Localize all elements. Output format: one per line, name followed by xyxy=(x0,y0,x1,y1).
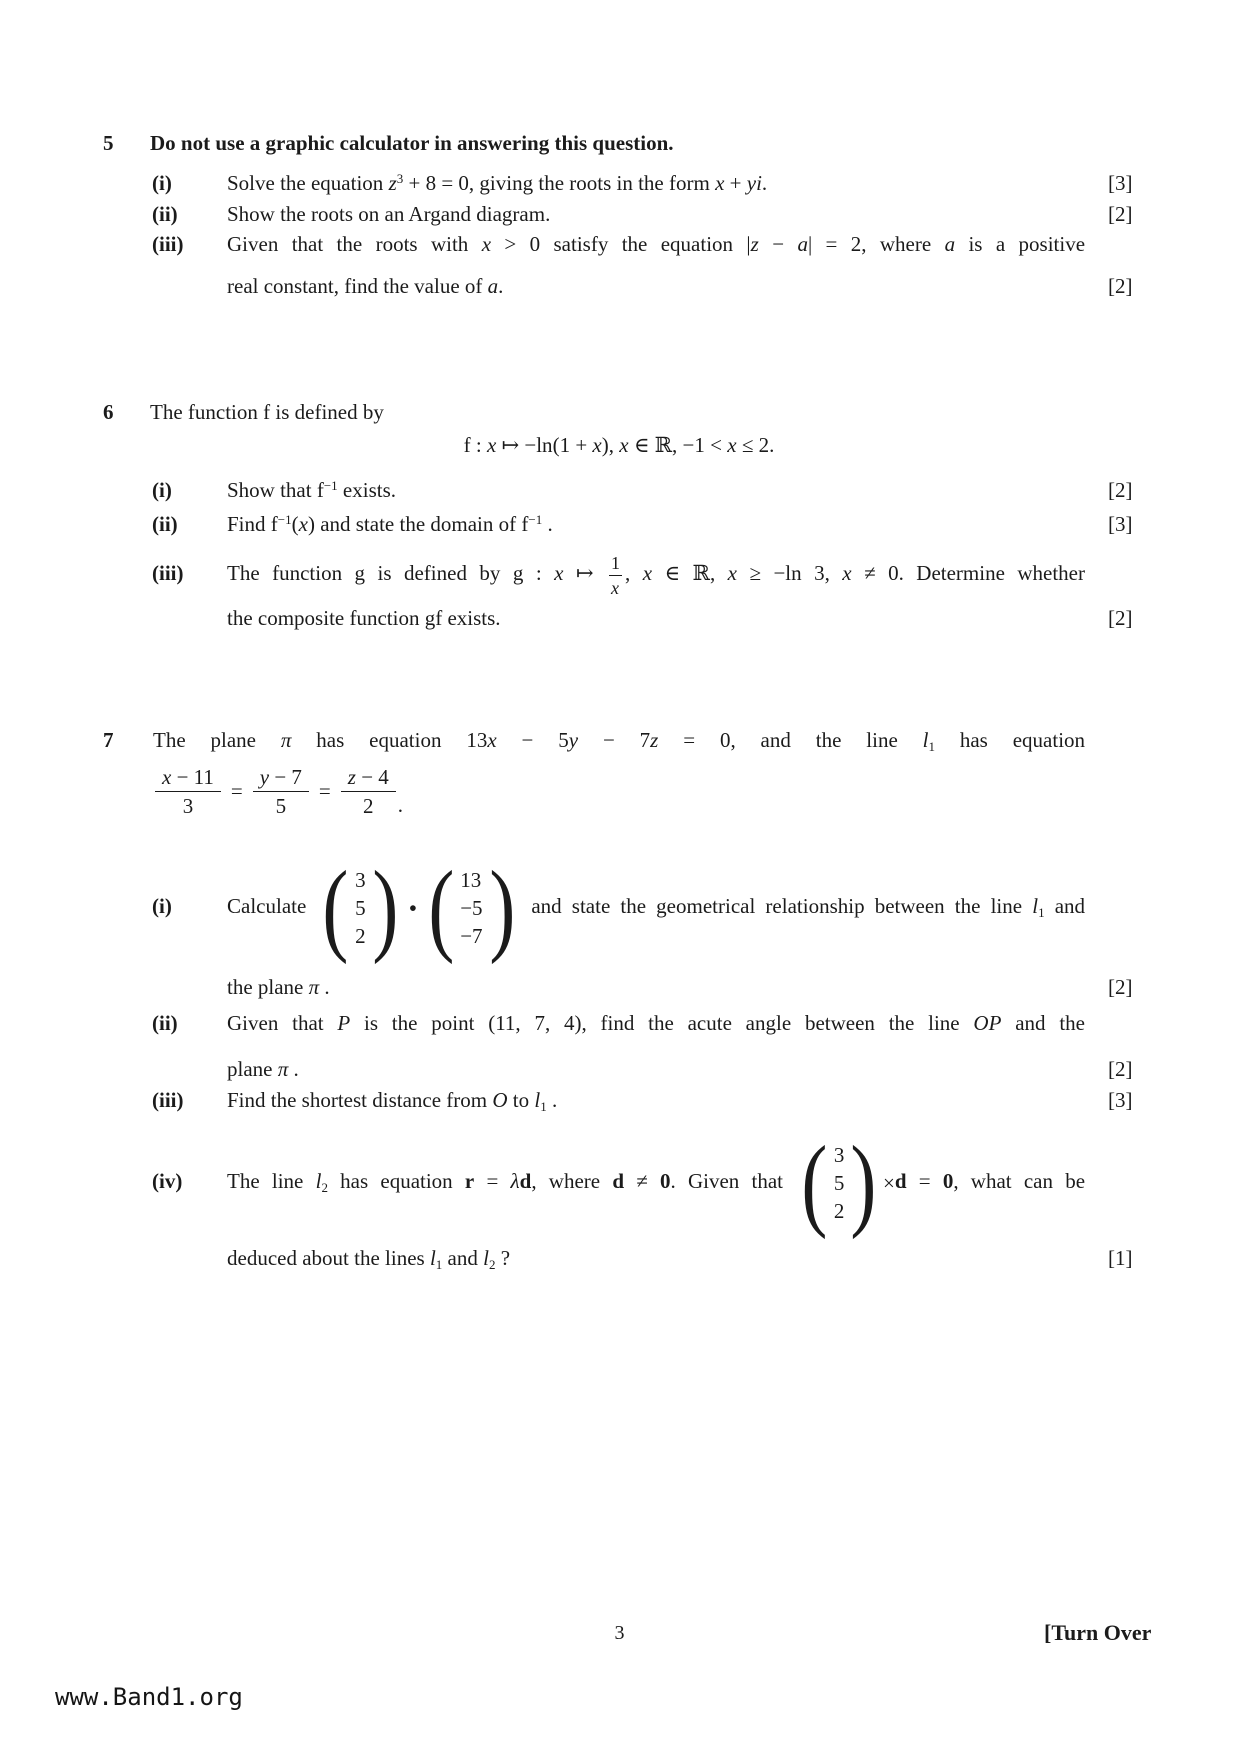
part-body xyxy=(227,169,1085,197)
math-var: x xyxy=(727,561,737,585)
page-number-text: 3 xyxy=(614,1622,625,1644)
text-run: − 7 xyxy=(269,764,302,789)
math-var: x xyxy=(592,433,602,457)
q7-intro xyxy=(153,726,1085,754)
text-run: The function g is defined by g : xyxy=(227,561,555,585)
marks-badge: [3] xyxy=(1108,512,1133,536)
math-var: x xyxy=(842,561,852,585)
text-run: + 8 = 0, giving the roots in the form xyxy=(403,171,716,195)
math-var: x xyxy=(554,561,564,585)
math-var: yi xyxy=(746,171,762,195)
zero-vector: 0 xyxy=(659,1169,671,1193)
text-run: . xyxy=(288,1057,299,1081)
text-run: f : xyxy=(463,433,487,457)
text-run: ↦ xyxy=(563,561,606,585)
text-run: and the xyxy=(1001,1011,1085,1035)
vector-r: r xyxy=(464,1169,475,1193)
math-var: y xyxy=(568,728,579,752)
column-vector: ( 3 5 2 ) xyxy=(322,850,398,966)
math-var: x xyxy=(486,433,497,457)
q7-part-i-row xyxy=(0,850,1239,966)
fraction xyxy=(253,766,309,817)
text-run: − 4 xyxy=(355,764,389,789)
math-var: l xyxy=(1032,894,1039,918)
fraction-denominator: x xyxy=(609,575,622,597)
part-body xyxy=(227,476,1085,504)
text-run: , where xyxy=(531,1169,613,1193)
q6-function-definition xyxy=(0,429,1239,461)
marks-badge: [2] xyxy=(1108,478,1133,502)
math-var: a xyxy=(797,232,808,256)
equation xyxy=(153,429,1085,461)
text-run: and state the domain of f xyxy=(314,512,529,536)
text-run: . xyxy=(397,793,404,817)
vector-entry: −5 xyxy=(460,896,483,921)
math-var: y xyxy=(259,764,270,789)
text-run: = xyxy=(906,1169,943,1193)
text-run: Given that xyxy=(227,1011,338,1035)
text-run: . xyxy=(319,975,330,999)
part-label: (iii) xyxy=(152,1088,184,1112)
part-body xyxy=(227,1125,1086,1241)
q7-part-ii-row-2 xyxy=(0,1055,1239,1083)
part-label: (i) xyxy=(152,478,172,502)
q7-part-iv-row-2 xyxy=(0,1244,1239,1272)
fraction-numerator xyxy=(155,766,221,791)
text-run: , find the acute angle between the line xyxy=(581,1011,974,1035)
text-run: ≥ −ln 3, xyxy=(737,561,843,585)
q7-part-ii-row xyxy=(0,1009,1239,1037)
text-run: The line xyxy=(227,1169,316,1193)
text-run: . xyxy=(546,1088,558,1112)
part-body xyxy=(227,850,1086,966)
text-run: ? xyxy=(495,1246,511,1270)
part-label: (i) xyxy=(152,894,172,918)
vector-d: d xyxy=(894,1169,907,1193)
text-run: The plane xyxy=(153,728,281,752)
math-var: x xyxy=(727,433,737,457)
text-run: Calculate xyxy=(227,894,317,918)
vector-entry: 3 xyxy=(833,1143,845,1168)
fraction-numerator xyxy=(253,766,309,791)
subscript: 1 xyxy=(1038,905,1045,920)
math-var: OP xyxy=(973,1011,1002,1035)
math-var: x xyxy=(481,232,492,256)
text-run: = xyxy=(474,1169,511,1193)
text-run: ≠ xyxy=(624,1169,660,1193)
q6-part-i-row xyxy=(0,476,1239,504)
paren: ) xyxy=(601,433,609,457)
abs-bar: | = 2, xyxy=(807,232,867,256)
vector-d: d xyxy=(519,1169,532,1193)
math-var: a xyxy=(487,274,499,298)
vector-entry: 3 xyxy=(355,868,366,893)
q7-line-equation xyxy=(0,763,1239,818)
equation xyxy=(153,763,403,831)
math-var: π xyxy=(277,1057,289,1081)
math-var: P xyxy=(337,1011,351,1035)
math-var: z xyxy=(388,171,397,195)
q6-heading-row xyxy=(0,398,1239,426)
superscript: 3 xyxy=(396,171,404,186)
math-var: x xyxy=(715,171,725,195)
text-run: , what can be xyxy=(953,1169,1086,1193)
q7-part-iii-row xyxy=(0,1086,1239,1114)
subscript: 1 xyxy=(928,739,935,754)
subscript: 2 xyxy=(488,1257,496,1272)
text-run: is the point xyxy=(350,1011,489,1035)
math-var: l xyxy=(315,1169,322,1193)
q7-part-i-row-2 xyxy=(0,973,1239,1001)
text-run: and state the geometrical relationship between the line xyxy=(521,894,1033,918)
abs-bar: | xyxy=(746,232,751,256)
part-label: (iii) xyxy=(152,561,184,585)
paren: ( xyxy=(552,433,560,457)
vector-d: d xyxy=(612,1169,625,1193)
part-body xyxy=(227,1009,1085,1037)
math-var: π xyxy=(308,975,320,999)
q6-part-ii-row xyxy=(0,510,1239,538)
text-run: ∈ ℝ, −1 < xyxy=(628,433,728,457)
math-var: x xyxy=(162,764,172,789)
marks-badge: [2] xyxy=(1108,202,1133,226)
text-run: − 5 xyxy=(496,728,569,752)
vector-entry: 5 xyxy=(355,896,366,921)
part-label: (iv) xyxy=(152,1169,183,1193)
subscript: 2 xyxy=(321,1180,328,1195)
text-run: , xyxy=(624,561,643,585)
text-run: plane xyxy=(227,1057,278,1081)
part-label: (ii) xyxy=(152,202,178,226)
part-body xyxy=(227,230,1085,258)
text-run: ∈ ℝ, xyxy=(652,561,728,585)
math-var: l xyxy=(483,1246,489,1270)
q5-part-iii-row-1 xyxy=(0,230,1239,258)
question-number: 6 xyxy=(103,400,114,424)
text-run: has equation xyxy=(934,728,1086,752)
text-run: = 0, and the line xyxy=(658,728,923,752)
cross-product-icon: × xyxy=(883,1171,895,1196)
question-number: 7 xyxy=(103,728,114,752)
fraction-numerator xyxy=(341,766,396,791)
superscript: −1 xyxy=(323,478,338,493)
part-body xyxy=(227,510,1085,538)
q5-heading: Do not use a graphic calculator in answering this question. xyxy=(150,131,674,155)
text-run: the composite function gf exists. xyxy=(227,606,501,630)
math-var: l xyxy=(429,1246,436,1270)
text-run: . xyxy=(761,171,768,195)
text-run: real constant, find the value of xyxy=(227,274,488,298)
vector-entry: 13 xyxy=(460,868,482,893)
text-run: > 0 satisfy the equation xyxy=(491,232,747,256)
text-run: Find the shortest distance from xyxy=(227,1088,493,1112)
math-var: λ xyxy=(510,1169,520,1193)
turn-over-label xyxy=(1044,1620,1151,1646)
text-run: exists. xyxy=(337,478,397,502)
fraction-denominator: 3 xyxy=(155,791,221,817)
watermark xyxy=(55,1683,243,1711)
superscript: −1 xyxy=(528,512,543,527)
math-var: a xyxy=(944,232,956,256)
fraction-denominator: 5 xyxy=(253,791,309,817)
math-var: x xyxy=(619,433,629,457)
text-run: Show that f xyxy=(227,478,324,502)
vector-entries xyxy=(458,869,484,947)
vector-entries xyxy=(353,869,368,947)
vector-entry: 2 xyxy=(833,1199,845,1224)
math-var: z xyxy=(650,728,659,752)
part-body xyxy=(227,1055,1085,1083)
math-var: O xyxy=(492,1088,508,1112)
paren: ( xyxy=(291,512,299,536)
marks-badge: [3] xyxy=(1108,171,1133,195)
text-run: . Given that xyxy=(670,1169,796,1193)
math-var: x xyxy=(642,561,653,585)
q5-heading-row xyxy=(0,129,1239,157)
text-run: deduced about the lines xyxy=(227,1246,430,1270)
text-run: to xyxy=(507,1088,535,1112)
fraction-denominator: 2 xyxy=(341,791,396,817)
q6-heading: The function f is defined by xyxy=(150,400,384,424)
marks-badge: [1] xyxy=(1108,1246,1133,1270)
q5-part-i-row xyxy=(0,169,1239,197)
marks-badge: [3] xyxy=(1108,1088,1133,1112)
q5-part-ii-row xyxy=(0,200,1239,228)
text-run: has equation 13 xyxy=(291,728,488,752)
fraction xyxy=(341,766,396,817)
part-label: (iii) xyxy=(152,232,184,256)
fraction xyxy=(609,554,622,597)
vector-entry: −7 xyxy=(460,924,483,949)
dot-product-icon: • xyxy=(409,896,417,921)
math-var: z xyxy=(750,232,759,256)
math-var: x xyxy=(487,728,497,752)
math-var: π xyxy=(280,728,292,752)
text-run: Solve the equation xyxy=(227,171,389,195)
q5-part-iii-row-2 xyxy=(0,272,1239,300)
superscript: −1 xyxy=(277,512,292,527)
text-run: and xyxy=(442,1246,484,1270)
math-var: x xyxy=(298,512,308,536)
math-var: l xyxy=(534,1088,541,1112)
vector-entry: 2 xyxy=(355,924,366,949)
part-body xyxy=(227,272,1085,300)
text-run: + xyxy=(724,171,747,195)
text-run: ≤ 2. xyxy=(736,433,775,457)
column-vector: ( 3 5 2 ) xyxy=(801,1125,877,1241)
text-run: where xyxy=(866,232,945,256)
text-run: 1 + xyxy=(559,433,593,457)
text-run: ≠ 0. Determine whether xyxy=(851,561,1086,585)
math-var: l xyxy=(922,728,929,752)
vector-entries xyxy=(832,1144,847,1222)
text-run: is a positive xyxy=(955,232,1086,256)
vector-entry: 5 xyxy=(833,1171,845,1196)
q7-part-iv-row xyxy=(0,1125,1239,1241)
q6-part-iii-row-1 xyxy=(0,546,1239,600)
equals-sign: = xyxy=(318,779,331,804)
text-run: . xyxy=(498,274,504,298)
paren: ) xyxy=(307,512,315,536)
q6-part-iii-row-2 xyxy=(0,604,1239,632)
text-run: Given that the roots with xyxy=(227,232,482,256)
math-var: z xyxy=(347,764,356,789)
part-body xyxy=(227,200,1085,228)
text-run: Show the roots on an Argand diagram. xyxy=(227,202,551,226)
text-run: . xyxy=(542,512,553,536)
equals-sign: = xyxy=(230,779,243,804)
part-label: (i) xyxy=(152,171,172,195)
point-coordinates: (11, 7, 4) xyxy=(488,1011,582,1035)
text-run: − xyxy=(758,232,798,256)
text-run: has equation xyxy=(327,1169,465,1193)
turn-over-text: [Turn Over xyxy=(1044,1620,1152,1645)
part-body xyxy=(227,604,1085,632)
text-run: − 11 xyxy=(171,764,214,789)
part-body xyxy=(227,973,1085,1001)
subscript: 1 xyxy=(540,1099,547,1114)
text-run: ↦ −ln xyxy=(496,433,553,457)
marks-badge: [2] xyxy=(1108,975,1133,999)
fraction-numerator: 1 xyxy=(610,552,620,573)
marks-badge: [2] xyxy=(1108,606,1133,630)
part-label: (ii) xyxy=(152,1011,178,1035)
text-run: Find f xyxy=(227,512,278,536)
marks-badge: [2] xyxy=(1108,1057,1133,1081)
fraction xyxy=(155,766,221,817)
subscript: 1 xyxy=(435,1257,443,1272)
zero-vector: 0 xyxy=(942,1169,954,1193)
part-body xyxy=(227,1086,1085,1114)
marks-badge: [2] xyxy=(1108,274,1133,298)
part-body xyxy=(227,546,1085,600)
text-run: − 7 xyxy=(578,728,651,752)
question-number: 5 xyxy=(103,131,114,155)
q7-heading-row xyxy=(0,726,1239,754)
text-run: and xyxy=(1044,894,1086,918)
watermark-text: www.Band1.org xyxy=(55,1683,243,1711)
part-body xyxy=(227,1244,1085,1272)
text-run: the plane xyxy=(227,975,309,999)
text-run: , xyxy=(608,433,620,457)
column-vector: ( 13 −5 −7 ) xyxy=(427,850,515,966)
part-label: (ii) xyxy=(152,512,178,536)
